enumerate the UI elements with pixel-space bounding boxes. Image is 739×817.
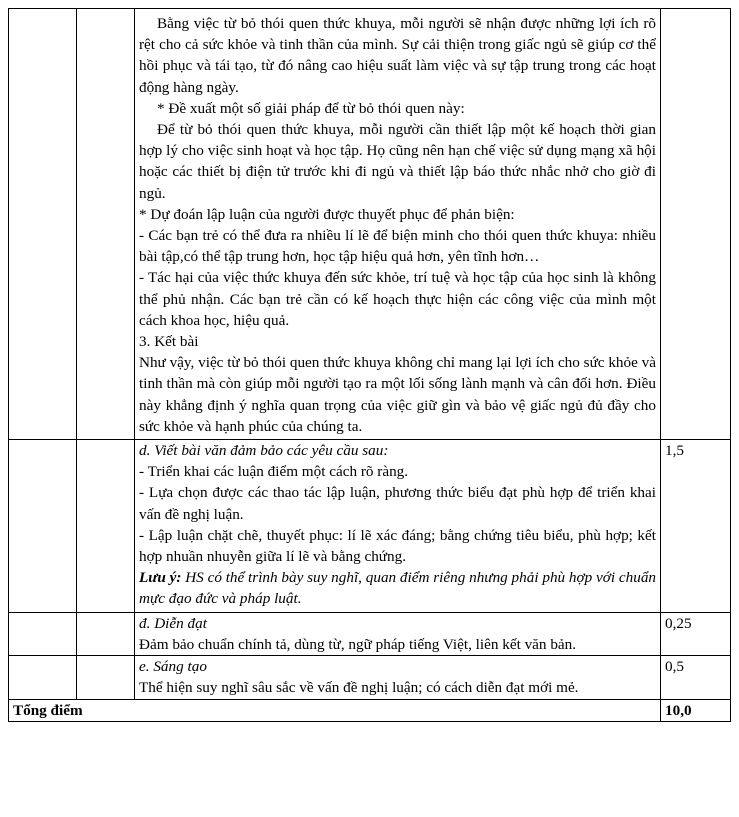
section-dd-score: 0,25 (661, 612, 731, 655)
benefit-paragraph: Bằng việc từ bỏ thói quen thức khuya, mỗi người sẽ nhận được những lợi ích rõ rệt cho cả sức khỏe và tinh thần của mình. Sự cải thiện trong giấc ngủ sẽ giúp cơ thể hồi phục và tái tạo, từ đó nâng cao hiệu suất làm việc và sự tập trung trong các hoạt động hàng ngày. (139, 15, 656, 96)
note-text: HS có thể trình bày suy nghĩ, quan điểm riêng nhưng phải phù hợp với chuẩn mực đạo đức và pháp luật. (139, 569, 657, 608)
section-dd-text: Đảm bảo chuẩn chính tả, dùng từ, ngữ pháp tiếng Việt, liên kết văn bản. (139, 635, 577, 653)
section-dd-content (135, 612, 661, 655)
part-cell (9, 9, 77, 440)
question-cell (77, 440, 135, 613)
section-d-score: 1,5 (661, 440, 731, 613)
score-cell-empty (661, 9, 731, 440)
note-label: Lưu ý: (139, 569, 182, 587)
total-score: 10,0 (661, 699, 731, 721)
section-e-heading: e. Sáng tạo (139, 658, 207, 676)
question-cell (77, 612, 135, 655)
question-cell (77, 656, 135, 699)
section-dd-heading: đ. Diễn đạt (139, 614, 207, 632)
counterargument-heading: * Dự đoán lập luận của người được thuyết phục để phản biện: (139, 205, 515, 223)
grading-rubric-table (8, 8, 731, 722)
part-cell (9, 612, 77, 655)
section-d-item: - Lựa chọn được các thao tác lập luận, phương thức biểu đạt phù hợp để triển khai vấn đề nghị luận. (139, 484, 656, 523)
section-e-text: Thể hiện suy nghĩ sâu sắc về vấn đề nghị luận; có cách diễn đạt mới mẻ. (139, 679, 579, 697)
counterargument-item: - Các bạn trẻ có thể đưa ra nhiều lí lẽ để biện minh cho thói quen thức khuya: nhiều bài tập,có thể tập trung hơn, học tập hiệu quả hơn, yên tĩnh hơn… (139, 227, 656, 266)
question-cell (77, 9, 135, 440)
section-d-content (135, 440, 661, 613)
content-cell (135, 9, 661, 440)
conclusion-heading: 3. Kết bài (139, 333, 199, 351)
part-cell (9, 440, 77, 613)
solution-heading: * Đề xuất một số giải pháp để từ bỏ thói quen này: (157, 99, 465, 117)
content-row (9, 9, 731, 440)
section-d-heading: d. Viết bài văn đảm bảo các yêu cầu sau: (139, 442, 389, 460)
solution-paragraph: Để từ bỏ thói quen thức khuya, mỗi người cần thiết lập một kế hoạch thời gian hợp lý cho việc sinh hoạt và học tập. Họ cũng nên hạn chế việc sử dụng mạng xã hội hoặc các thiết bị điện tử trước khi đi ngủ và thiết lập báo thức nhắc nhở cho giờ đi ngủ. (139, 121, 656, 202)
section-e-row (9, 656, 731, 699)
section-dd-row (9, 612, 731, 655)
section-d-item: - Lập luận chặt chẽ, thuyết phục: lí lẽ xác đáng; bằng chứng tiêu biểu, phù hợp; kết hợp nhuần nhuyễn giữa lí lẽ và bằng chứng. (139, 526, 656, 566)
section-e-content (135, 656, 661, 699)
section-d-note (139, 567, 656, 609)
conclusion-paragraph: Như vậy, việc từ bỏ thói quen thức khuya không chỉ mang lại lợi ích cho sức khỏe và tinh thần mà còn giúp mỗi người tạo ra một lối sống lành mạnh và cân đối hơn. Điều này khẳng định ý nghĩa quan trọng của việc giữ gìn và bảo vệ giấc ngủ đủ đầy cho sức khỏe và hạnh phúc của chúng ta. (139, 354, 656, 435)
section-e-score: 0,5 (661, 656, 731, 699)
part-cell (9, 656, 77, 699)
total-label: Tổng điểm (9, 699, 661, 721)
total-row (9, 699, 731, 721)
section-d-item: - Triển khai các luận điểm một cách rõ ràng. (139, 463, 409, 481)
section-d-row (9, 440, 731, 613)
rebuttal-item: - Tác hại của việc thức khuya đến sức khỏe, trí tuệ và học tập của học sinh là không thể phủ nhận. Các bạn trẻ cần có kế hoạch thực hiện các công việc của mình một cách khoa học, hiệu quả. (139, 269, 656, 329)
